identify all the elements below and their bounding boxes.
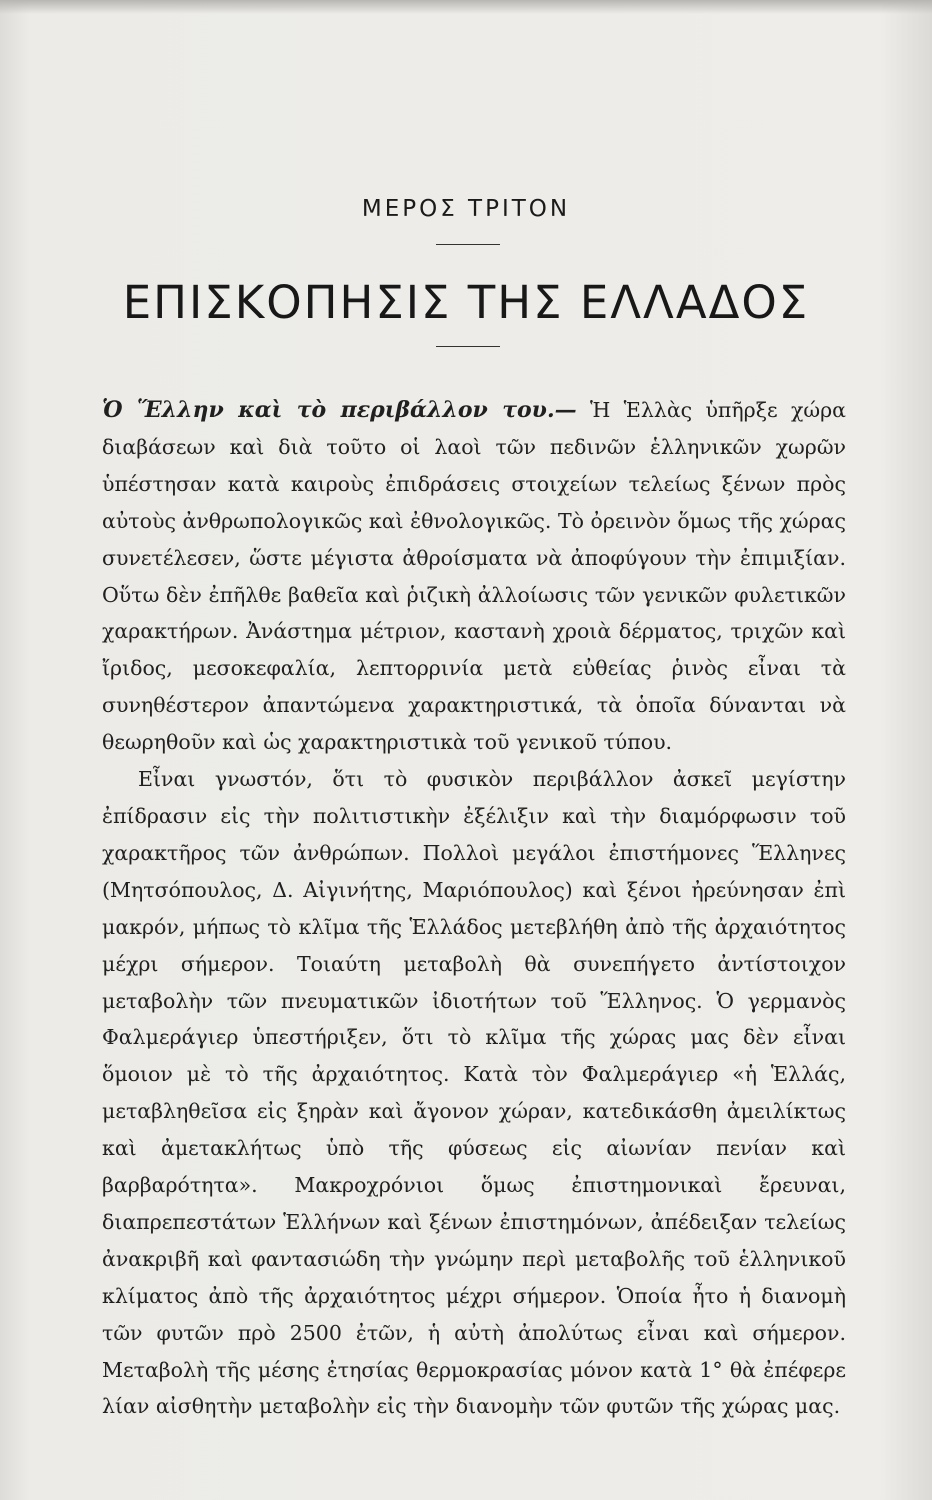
page-title: ΕΠΙΣΚΟΠΗΣΙΣ ΤΗΣ ΕΛΛΑΔΟΣ: [122, 276, 810, 329]
body-text: [102, 392, 846, 1425]
part-label: ΜΕΡΟΣ ΤΡΙΤΟΝ: [361, 196, 571, 222]
divider-rule-top: [436, 244, 500, 245]
paragraph-1: [102, 392, 846, 761]
paragraph-1-text: Ἡ Ἑλλὰς ὑπῆρξε χώρα διαβάσεων καὶ διὰ τοῦτο οἱ λαοὶ τῶν πεδινῶν ἑλληνικῶν χωρῶν ὑπέστησαν κατὰ καιροὺς ἐπιδράσεις στοιχείων τελείως ξένων πρὸς αὐτοὺς ἀνθρωπολογικῶς καὶ ἐθνολογικῶς. Τὸ ὀρεινὸν ὅμως τῆς χώρας συνετέλεσεν, ὥστε μέγιστα ἀθροίσματα νὰ ἀποφύγουν τὴν ἐπιμιξίαν. Οὕτω δὲν ἐπῆλθε βαθεῖα καὶ ῥιζικὴ ἀλλοίωσις τῶν γενικῶν φυλετικῶν χαρακτήρων. Ἀνάστημα μέτριον, καστανὴ χροιὰ δέρματος, τριχῶν καὶ ἴριδος, μεσοκεφαλία, λεπτορρινία μετὰ εὐθείας ῥινὸς εἶναι τὰ συνηθέστερον ἀπαντώμενα χαρακτηριστικά, τὰ ὁποῖα δύνανται νὰ θεωρηθοῦν καὶ ὡς χαρακτηριστικὰ τοῦ γενικοῦ τύπου.: [102, 398, 846, 755]
page-edge-shadow: [0, 0, 932, 14]
paragraph-2: Εἶναι γνωστόν, ὅτι τὸ φυσικὸν περιβάλλον ἀσκεῖ μεγίστην ἐπίδρασιν εἰς τὴν πολιτιστικὴν ἐξέλιξιν καὶ τὴν διαμόρφωσιν τοῦ χαρακτῆρος τῶν ἀνθρώπων. Πολλοὶ μεγάλοι ἐπιστήμονες Ἕλληνες (Μητσόπουλος, Δ. Αἰγινήτης, Μαριόπουλος) καὶ ξένοι ἠρεύνησαν ἐπὶ μακρόν, μήπως τὸ κλῖμα τῆς Ἑλλάδος μετεβλήθη ἀπὸ τῆς ἀρχαιότητος μέχρι σήμερον. Τοιαύτη μεταβολὴ θὰ συνεπήγετο ἀντίστοιχον μεταβολὴν τῶν πνευματικῶν ἰδιοτήτων τοῦ Ἕλληνος. Ὁ γερμανὸς Φαλμεράγιερ ὑπεστήριξεν, ὅτι τὸ κλῖμα τῆς χώρας μας δὲν εἶναι ὅμοιον μὲ τὸ τῆς ἀρχαιότητος. Κατὰ τὸν Φαλμεράγιερ «ἡ Ἑλλάς, μεταβληθεῖσα εἰς ξηρὰν καὶ ἄγονον χώραν, κατεδικάσθη ἀμειλίκτως καὶ ἀμετακλήτως ὑπὸ τῆς φύσεως εἰς αἰωνίαν πενίαν καὶ βαρβαρότητα». Μακροχρόνιοι ὅμως ἐπιστημονικαὶ ἔρευναι, διαπρεπεστάτων Ἑλλήνων καὶ ξένων ἐπιστημόνων, ἀπέδειξαν τελείως ἀνακριβῆ καὶ φαντασιώδη τὴν γνώμην περὶ μεταβολῆς τοῦ ἑλληνικοῦ κλίματος ἀπὸ τῆς ἀρχαιότητος μέχρι σήμερον. Ὁποία ἦτο ἡ διανομὴ τῶν φυτῶν πρὸ 2500 ἐτῶν, ἡ αὐτὴ ἀπολύτως εἶναι καὶ σήμερον. Μεταβολὴ τῆς μέσης ἐτησίας θερμοκρασίας μόνον κατὰ 1° θὰ ἐπέφερε λίαν αἰσθητὴν μεταβολὴν εἰς τὴν διανομὴν τῶν φυτῶν τῆς χώρας μας.: [102, 767, 846, 1419]
section-heading: Ὁ Ἕλλην καὶ τὸ περιβάλλον του.—: [102, 397, 577, 423]
divider-rule-bottom: [436, 346, 500, 347]
